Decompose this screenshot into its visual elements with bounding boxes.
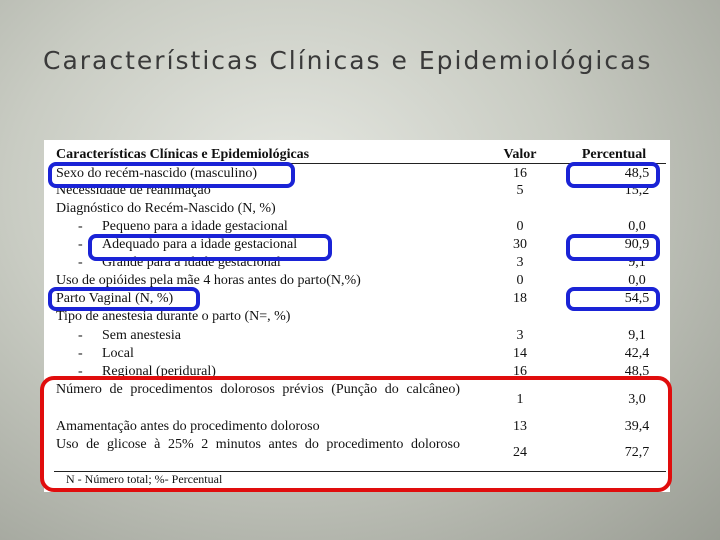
table-row (44, 219, 670, 235)
row-label: Uso de glicose à 25% 2 minutos antes do procedimento doloroso (56, 437, 460, 452)
row-dash: - (78, 328, 83, 343)
table-row (44, 328, 670, 344)
row-dash: - (78, 237, 83, 252)
header-value: Valor (503, 147, 537, 162)
row-percent: 39,4 (624, 419, 650, 434)
row-percent: 42,4 (624, 346, 650, 361)
row-dash: - (78, 255, 83, 270)
row-percent: 48,5 (624, 166, 650, 181)
row-percent: 9,1 (628, 328, 646, 343)
row-label: Adequado para a idade gestacional (102, 237, 298, 252)
row-label: Necessidade de reanimação (56, 183, 211, 198)
highlight-box-sex-label (48, 162, 295, 188)
highlight-box-vaginal-label (48, 287, 200, 311)
row-percent: 48,5 (624, 364, 650, 379)
row-percent: 90,9 (624, 237, 650, 252)
row-label: Pequeno para a idade gestacional (102, 219, 288, 234)
header-percent: Percentual (581, 147, 647, 162)
row-label: Número de procedimentos dolorosos prévios (Punção do calcâneo) (56, 382, 460, 397)
row-percent: 3,0 (628, 392, 646, 407)
row-label: Diagnóstico do Recém-Nascido (N, %) (56, 201, 276, 216)
highlight-box-procedures (40, 376, 672, 492)
row-value: 3 (516, 255, 524, 270)
row-value: 16 (513, 364, 527, 379)
row-label: Amamentação antes do procedimento doloroso (56, 419, 320, 434)
highlight-box-vaginal-percent (566, 287, 660, 311)
row-value: 5 (516, 183, 524, 198)
row-label: Tipo de anestesia durante o parto (N=, %) (56, 309, 291, 324)
row-value: 3 (516, 328, 524, 343)
table-row (44, 309, 670, 325)
table-row (44, 346, 670, 362)
header-label: Características Clínicas e Epidemiológicas (56, 147, 310, 162)
row-value: 0 (516, 219, 524, 234)
row-value: 1 (516, 392, 524, 407)
row-percent: 9,1 (628, 255, 646, 270)
table-row (44, 201, 670, 217)
row-value: 0 (516, 273, 524, 288)
highlight-box-adequate-label (88, 234, 332, 261)
row-dash: - (78, 346, 83, 361)
highlight-box-adequate-percent (566, 234, 660, 261)
row-label: Sem anestesia (102, 328, 181, 343)
row-value: 18 (513, 291, 527, 306)
row-label: Grande para a idade gestacional (102, 255, 281, 270)
row-label: Local (102, 346, 134, 361)
row-value: 16 (513, 166, 527, 181)
row-percent: 0,0 (628, 219, 646, 234)
row-value: 24 (513, 445, 527, 460)
row-value: 14 (513, 346, 527, 361)
highlight-box-sex-percent (566, 162, 660, 188)
row-label: Regional (peridural) (102, 364, 216, 379)
table-header (44, 147, 670, 163)
row-percent: 54,5 (624, 291, 650, 306)
row-label: Parto Vaginal (N, %) (56, 291, 174, 306)
row-label: Uso de opióides pela mãe 4 horas antes do parto(N,%) (56, 273, 361, 288)
row-dash: - (78, 364, 83, 379)
row-percent: 15,2 (624, 183, 650, 198)
row-label: Sexo do recém-nascido (masculino) (56, 166, 257, 181)
table-footnote: N - Número total; %- Percentual (66, 472, 223, 486)
row-value: 30 (513, 237, 527, 252)
slide-title: Características Clínicas e Epidemiológicas (43, 46, 653, 75)
row-value: 13 (513, 419, 527, 434)
row-percent: 0,0 (628, 273, 646, 288)
row-dash: - (78, 219, 83, 234)
row-percent: 72,7 (624, 445, 650, 460)
